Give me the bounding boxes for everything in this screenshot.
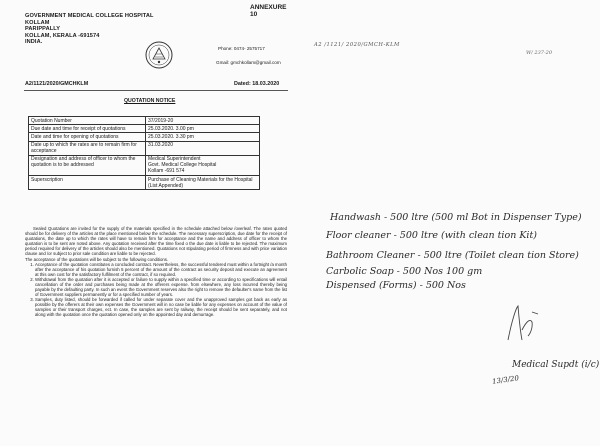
table-value: 31.03.2020: [146, 141, 260, 155]
table-row: [29, 125, 260, 133]
table-value: 25.03.2020. 3.30 pm: [146, 133, 260, 141]
handwritten-item: Floor cleaner - 500 ltre (with clean tion Kit): [326, 230, 537, 241]
hospital-line: GOVERNMENT MEDICAL COLLEGE HOSPITAL: [25, 13, 154, 19]
table-value: 25.03.2020. 3.00 pm: [146, 125, 260, 133]
address-line: Kollam -691 574: [148, 168, 185, 175]
reference-number: A2/1121/2020/GMCHKLM: [25, 81, 89, 87]
handwritten-item: Handwash - 500 ltre (500 ml Bot in Dispenser Type): [330, 212, 582, 223]
phone-number: Phone: 0474- 2575717: [218, 46, 265, 51]
table-row: [29, 133, 260, 141]
condition-item: 3. Samples, duty listed, should be forwarded if called for under separate cover and the unapproved samples got back as early as possible by the offerers at their own expenses the Government will in no case be liable for any expenses on account of the value of samples or their transport charges, ect. In case, the samples are sent by railway, the receipt should be sent separately, and not along with the quotation once the quotation opened only on the appointed day and demurrage.: [35, 297, 287, 317]
table-row: [29, 141, 260, 155]
hospital-line: INDIA.: [25, 39, 43, 46]
annexure-label: ANNEXURE 10: [250, 4, 287, 18]
table-value: 37/2019-20: [146, 117, 260, 125]
table-label: Superscription: [29, 175, 146, 189]
condition-item: 1. Acceptance of the quotation constitutes a concluded contract. Nevertheless, the successful tendered must within a fortnight /a month after the acceptance of his quotation furnish 5 percent of the amount of the contract as security deposit and execute an agreement at this own cost for the satisfactory fulfilment of the contract, if so required.: [35, 262, 287, 277]
acceptance-line: The acceptance of the quotations will be subject to the following conditions.: [25, 256, 169, 262]
email-address: Gmail: gmchkollam@gmail.com: [216, 60, 281, 65]
hospital-address: [25, 13, 154, 46]
handwritten-reference: A2 /1121/ 2020/GMCH-KLM: [314, 42, 400, 48]
notice-body: [25, 226, 287, 317]
hospital-line: KOLLAM, KERALA -691574: [25, 32, 100, 39]
table-label: Quotation Number: [29, 117, 146, 125]
hospital-line: PARIPPALLY: [25, 26, 61, 33]
table-row: [29, 155, 260, 175]
notice-date: Dated: 18.03.2020: [234, 81, 280, 87]
table-row: [29, 175, 260, 189]
handwritten-item: Dispensed (Forms) - 500 Nos: [326, 280, 466, 291]
address-line: Govt. Medical College Hospital: [148, 162, 217, 169]
signature-title: Medical Supdt (i/c): [512, 360, 600, 370]
quotation-details-table: [28, 116, 260, 190]
printed-notice: [24, 0, 292, 446]
table-label: Designation and address of officer to whom the quotation is to be addressed: [29, 155, 146, 175]
header-divider: [24, 90, 288, 91]
signature-date: 13/3/20: [491, 374, 520, 386]
hospital-line: KOLLAM: [25, 19, 50, 26]
address-line: Medical Superintendent: [148, 156, 201, 163]
signature-scribble-icon: [502, 300, 542, 346]
table-row: [29, 117, 260, 125]
handwritten-item: Carbolic Soap - 500 Nos 100 gm: [326, 266, 483, 277]
table-label: Date and time for opening of quotations: [29, 133, 146, 141]
handwritten-item: Bathroom Cleaner - 500 ltre (Toilet clean tion Store): [326, 250, 579, 261]
government-seal-icon: [144, 40, 174, 70]
table-value: Purchase of Cleaning Materials for the Hospital (List Appended): [146, 175, 260, 189]
table-value: [146, 155, 260, 175]
conditions-list: [25, 262, 287, 318]
handwritten-annotations: [296, 0, 600, 446]
handwritten-page-ref: W/ 237-20: [526, 50, 553, 56]
intro-paragraph: Sealed Quotations are invited for the supply of the materials specified in the schedule attached below /overleaf. The rates quoted should be for delivery of the articles at the place mentioned below the schedule. The necessary superscription, due date for the receipt of quotations, the date up to which the rates will have to remain firm for acceptance and the name and address of officer to whom the quotation is to be sent are noted above. Any quotation received after the time fixed o the due date is liable to be rejected. The maximum period required for delivery of the articles should also be mentioned. Quotations not stipulating period of firmness and with price variation clause and /or subject to prior sale condition are liable to be rejected.: [25, 226, 287, 257]
table-label: Due date and time for receipt of quotations: [29, 125, 146, 133]
condition-item: 2. Withdrawal from the quotation after it is accepted or failure to supply within a specified time or according to specifications will entail cancellation of the order and purchases being made at the offerers expense. from elsewhere, any loss incurred thereby being payable by the defaulting party. In such an event the Government reserves also the right to remove the defaulter's name from the list of Government suppliers permanently or for a specified number of years.: [35, 277, 287, 297]
notice-title: QUOTATION NOTICE: [124, 98, 176, 104]
table-label: Date up to which the rates are to remain firm for acceptance: [29, 141, 146, 155]
